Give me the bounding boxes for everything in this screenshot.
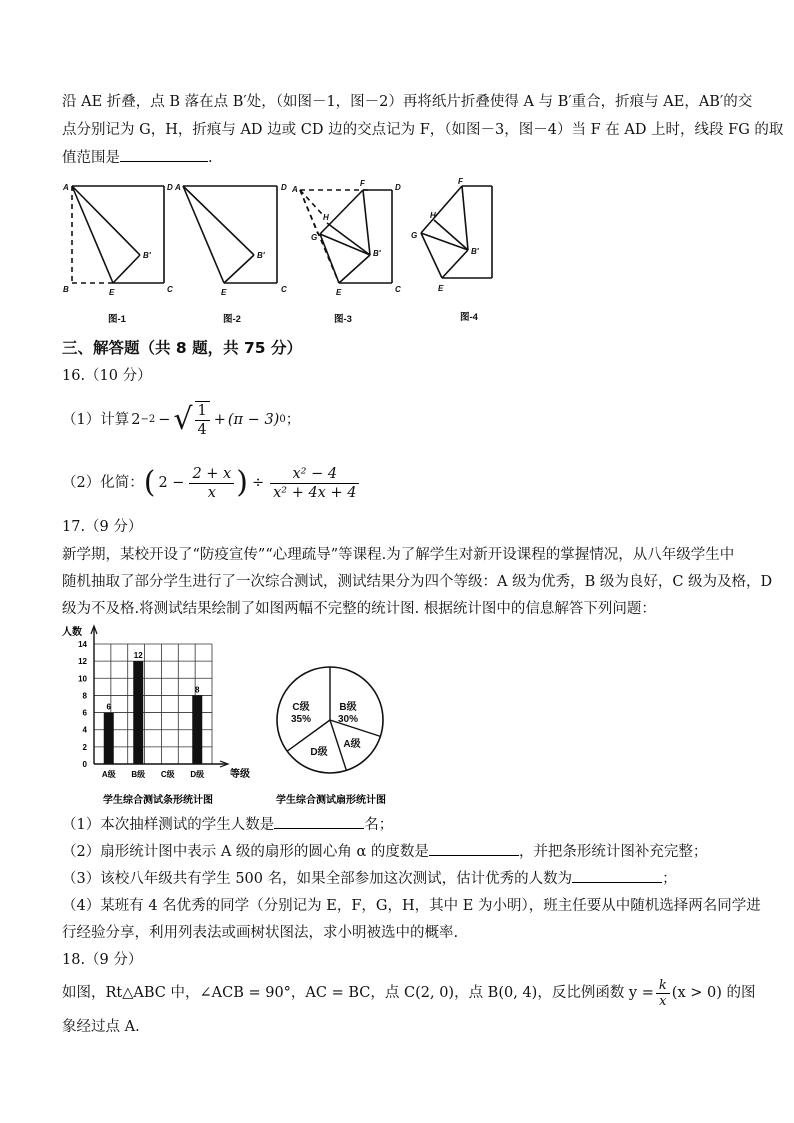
bar-ylabel: 人数 <box>62 627 82 638</box>
bar-ytick-label: 0 <box>82 760 87 769</box>
pie-label-C: C级 <box>292 702 310 713</box>
q18-fraction <box>656 978 670 1009</box>
intro-line-2: 点分别记为 G，H，折痕与 AD 边或 CD 边的交点记为 F，（如图－3，图－4）当 F 在 AD 上时，线段 FG 的取 <box>62 122 784 138</box>
q17-line-3: 级为不及格.将测试结果绘制了如图两幅不完整的统计图. 根据统计图中的信息解答下列问题： <box>62 601 656 617</box>
fig1-label-Bp: B′ <box>143 251 151 260</box>
q16-p1-exp: −2 <box>140 414 156 425</box>
sqrt-symbol: √ <box>173 402 193 437</box>
fold-figures <box>0 178 794 328</box>
q16-p1-paren: (π − 3) <box>227 412 280 428</box>
fig4-label-F: F <box>458 178 463 186</box>
pie-label-B: B级 <box>339 702 357 713</box>
caption-fig-3: 图-3 <box>334 314 352 325</box>
fig2-label-A: A <box>175 183 181 192</box>
bar-data-label: 12 <box>133 651 143 661</box>
fig1-label-B: B <box>63 285 69 294</box>
q16-p2-two: 2 − <box>158 475 185 491</box>
q16-p1-plus: + <box>213 412 226 428</box>
section-3-title: 三、解答题（共 8 题，共 75 分） <box>62 339 302 357</box>
fig3-label-Bp: B′ <box>373 249 381 258</box>
q18-frac-num: k <box>656 978 670 994</box>
q18-line1-text: 如图，Rt△ABC 中，∠ACB = 90°，AC = BC，点 C(2, 0)，点 B(0, 4)，反比例函数 y = <box>62 985 654 1001</box>
intro-line-3-end: . <box>208 150 213 166</box>
bar-ytick-label: 2 <box>82 742 87 752</box>
q18-frac-den: x <box>659 993 667 1009</box>
q16-p1-label: （1）计算 <box>62 412 130 428</box>
bar-D级 <box>192 695 202 764</box>
bar-data-label: 6 <box>106 702 111 712</box>
fig3-label-C: C <box>395 285 401 294</box>
fig2-label-D: D <box>281 183 287 192</box>
figure-2 <box>183 186 277 283</box>
q17-sub3-text: （3）该校八年级共有学生 500 名，如果全部参加这次测试，估计优秀的人数为 <box>62 871 573 887</box>
fig1-label-E: E <box>109 288 115 297</box>
bar-ytick-label: 14 <box>78 640 87 649</box>
fig1-label-A: A <box>63 183 69 192</box>
bar-xtick-label: B级 <box>131 770 146 779</box>
q16-p1-minus: − <box>158 412 171 428</box>
fig3-label-D: D <box>395 183 401 192</box>
pie-title: 学生综合测试扇形统计图 <box>276 795 386 806</box>
bar-ytick-label: 8 <box>82 691 87 701</box>
figure-4 <box>421 186 492 278</box>
caption-fig-4: 图-4 <box>460 312 478 323</box>
fig1-label-C: C <box>167 285 173 294</box>
pie-pct-B: 30% <box>337 714 359 725</box>
answer-blank-q17-1[interactable] <box>274 814 364 829</box>
caption-fig-2: 图-2 <box>223 314 241 325</box>
q16-p2-frac1-den: x <box>207 484 216 501</box>
bar-xlabel: 等级 <box>230 769 250 780</box>
fig4-label-Bp: B′ <box>471 247 479 256</box>
q17-sub-2 <box>62 841 707 862</box>
fig3-label-E: E <box>336 288 342 297</box>
bar-ytick-label: 6 <box>82 708 87 718</box>
q16-p2-frac1-num: 2 + x <box>189 465 234 484</box>
bar-chart <box>58 620 258 810</box>
q16-p1-end: ； <box>285 412 301 428</box>
bar-A级 <box>104 713 114 764</box>
fig1-label-D: D <box>167 183 173 192</box>
caption-fig-1: 图-1 <box>108 314 126 325</box>
bar-title: 学生综合测试条形统计图 <box>103 795 213 806</box>
q18-line1-end: (x > 0) 的图 <box>671 985 756 1001</box>
q17-sub-1 <box>62 814 393 835</box>
fig2-label-Bp: B′ <box>257 251 265 260</box>
q16-p2-label: （2）化简： <box>62 475 144 491</box>
pie-chart <box>250 620 420 810</box>
bar-ytick-label: 10 <box>78 674 87 684</box>
q16-p1-fraction <box>195 401 210 439</box>
q17-sub-4-line-1: （4）某班有 4 名优秀的同学（分别记为 E，F，G，H，其中 E 为小明），班主任要从中随机选择两名同学进 <box>62 898 761 914</box>
fig3-label-H: H <box>323 213 329 222</box>
q16-p2-frac2 <box>270 465 359 502</box>
bar-xtick-label: C级 <box>160 770 175 779</box>
answer-blank-q17-2[interactable] <box>429 841 519 856</box>
intro-line-3 <box>62 147 213 168</box>
q17-sub-3 <box>62 868 677 889</box>
intro-line-1: 沿 AE 折叠，点 B 落在点 B′处，（如图－1，图－2）再将纸片折叠使得 A 与 B′重合，折痕与 AE，AB′的交 <box>62 94 753 110</box>
fig4-label-G: G <box>411 231 418 240</box>
paren-open: ( <box>143 465 156 500</box>
q16-part2 <box>62 460 361 506</box>
fig2-label-E: E <box>221 288 227 297</box>
q17-header: 17.（9 分） <box>62 519 143 535</box>
q16-p1-frac-den: 4 <box>197 422 207 438</box>
pie-pct-C: 35% <box>290 714 312 725</box>
fig3-label-F: F <box>360 179 365 188</box>
q16-p2-frac2-num: x² − 4 <box>270 465 359 484</box>
intro-line-3-text: 值范围是 <box>62 150 120 166</box>
bar-xtick-label: A级 <box>101 770 116 779</box>
q16-header: 16.（10 分） <box>62 368 152 384</box>
figure-1 <box>72 186 164 283</box>
fig2-label-C: C <box>281 285 287 294</box>
answer-blank-q15[interactable] <box>120 147 208 162</box>
q17-sub2-text: （2）扇形统计图中表示 A 级的扇形的圆心角 α 的度数是 <box>62 844 429 860</box>
bar-B级 <box>133 661 143 764</box>
q16-p2-div: ÷ <box>251 475 265 491</box>
q18-line-1 <box>62 975 755 1011</box>
fig4-label-E: E <box>438 284 444 293</box>
q17-sub2-end: ，并把条形统计图补充完整； <box>518 844 708 860</box>
q16-p1-base: 2 <box>131 412 141 428</box>
q16-p1-frac-num: 1 <box>195 402 210 421</box>
fig3-label-A: A <box>292 185 298 194</box>
q17-sub3-end: ； <box>662 871 677 887</box>
pie-label-A: A级 <box>343 739 361 750</box>
pie-label-D: D级 <box>310 747 328 758</box>
q18-line-2: 象经过点 A. <box>62 1019 140 1035</box>
fig3-label-G: G <box>311 233 318 242</box>
fig4-label-H: H <box>430 211 436 220</box>
bar-data-label: 8 <box>195 685 200 695</box>
q17-sub1-end: 名； <box>364 817 394 833</box>
q16-part1 <box>62 398 300 442</box>
q16-p1-exp0: 0 <box>279 414 286 425</box>
q17-sub1-text: （1）本次抽样测试的学生人数是 <box>62 817 275 833</box>
q17-line-2: 随机抽取了部分学生进行了一次综合测试，测试结果分为四个等级：A 级为优秀，B 级为良好，C 级为及格，D <box>62 574 773 590</box>
paren-close: ) <box>236 465 248 500</box>
q16-p2-frac2-den: x² + 4x + 4 <box>273 484 357 501</box>
answer-blank-q17-3[interactable] <box>572 868 662 883</box>
q18-header: 18.（9 分） <box>62 952 143 968</box>
q17-sub-4-line-2: 行经验分享，利用列表法或画树状图法，求小明被选中的概率. <box>62 925 459 941</box>
bar-ytick-label: 12 <box>78 657 87 667</box>
bar-ytick-label: 4 <box>82 725 87 735</box>
q17-line-1: 新学期，某校开设了“防疫宣传”“心理疏导”等课程.为了解学生对新开设课程的掌握情况，从八年级学生中 <box>62 547 735 563</box>
bar-xtick-label: D级 <box>190 770 205 779</box>
q16-p2-frac1 <box>189 465 234 502</box>
